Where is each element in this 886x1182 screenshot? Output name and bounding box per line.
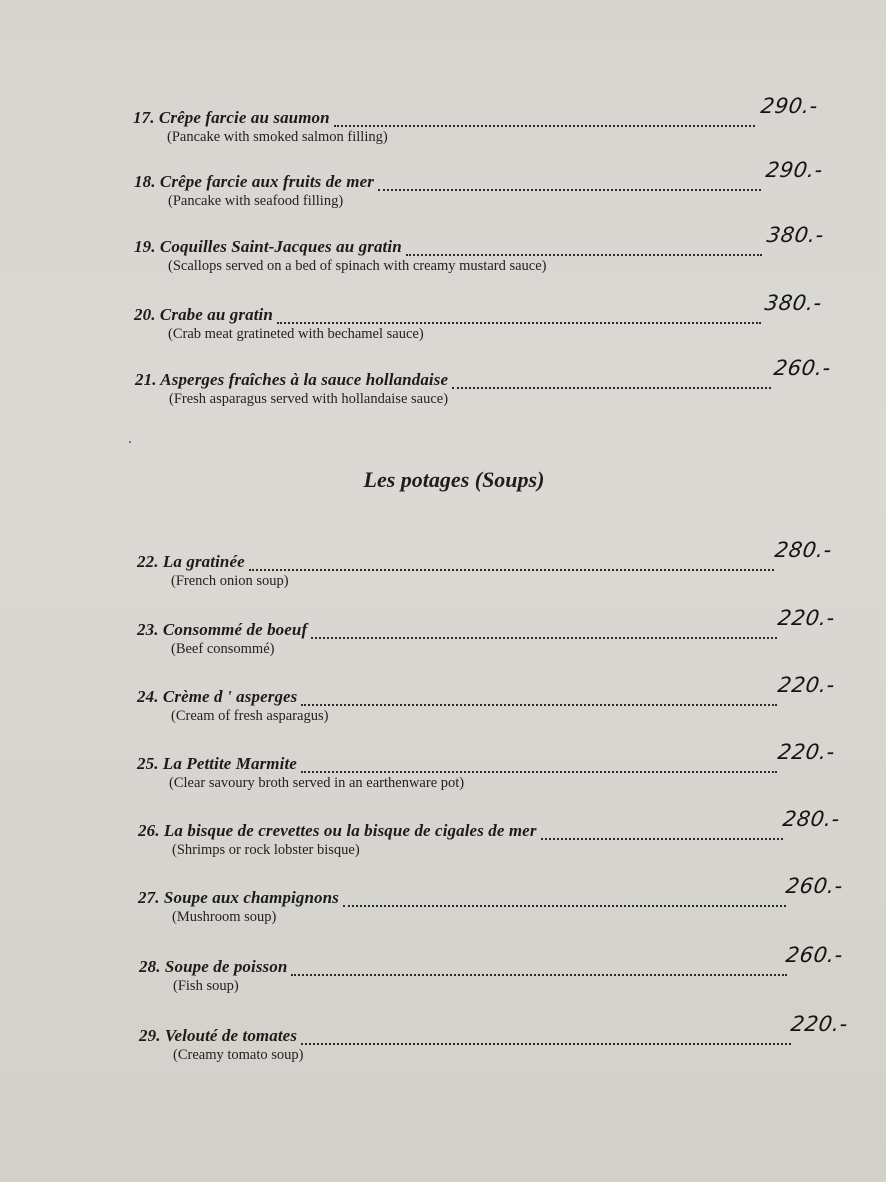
- item-title: 18. Crêpe farcie aux fruits de mer: [134, 172, 374, 191]
- item-price: 290.-: [764, 158, 825, 182]
- paper-speck: [129, 441, 131, 443]
- menu-item: [134, 223, 826, 297]
- item-description: (Pancake with smoked salmon filling): [167, 129, 388, 145]
- item-title: 25. La Pettite Marmite: [137, 754, 297, 773]
- menu-item: [135, 356, 833, 430]
- item-price: 290.-: [759, 94, 820, 118]
- item-price: 220.-: [776, 740, 837, 764]
- menu-item: [139, 943, 845, 1017]
- item-description: (Shrimps or rock lobster bisque): [172, 842, 360, 858]
- dot-leader: [301, 703, 777, 706]
- item-title: 19. Coquilles Saint-Jacques au gratin: [134, 237, 402, 256]
- item-title: 22. La gratinée: [137, 552, 245, 571]
- item-title: 27. Soupe aux champignons: [138, 888, 339, 907]
- item-price: 380.-: [765, 223, 826, 247]
- item-price: 260.-: [784, 943, 845, 967]
- item-title: 28. Soupe de poisson: [139, 957, 288, 976]
- menu-item: [137, 740, 837, 814]
- item-price: 220.-: [776, 606, 837, 630]
- item-description: (Mushroom soup): [172, 909, 277, 925]
- dot-leader: [291, 973, 787, 976]
- menu-item: [137, 673, 837, 747]
- menu-item: [134, 158, 825, 232]
- dot-leader: [277, 321, 761, 324]
- section-heading: Les potages (Soups): [363, 467, 545, 492]
- dot-leader: [301, 1042, 791, 1045]
- item-description: (Scallops served on a bed of spinach with creamy mustard sauce): [168, 258, 547, 274]
- item-description: (Fish soup): [173, 978, 239, 994]
- item-title: 26. La bisque de crevettes ou la bisque de cigales de mer: [138, 821, 537, 840]
- item-title: 23. Consommé de boeuf: [137, 620, 308, 639]
- item-price: 260.-: [784, 874, 845, 898]
- item-description: (Crab meat gratineted with bechamel sauce): [168, 326, 424, 342]
- menu-item: [139, 1012, 850, 1086]
- menu-item: [138, 807, 842, 881]
- dot-leader: [301, 770, 777, 773]
- item-price: 380.-: [763, 291, 824, 315]
- menu-item: [134, 291, 824, 365]
- item-title: 21. Asperges fraîches à la sauce hollandaise: [135, 370, 449, 389]
- dot-leader: [311, 636, 777, 639]
- item-title: 20. Crabe au gratin: [134, 305, 273, 324]
- item-title: 24. Crème d ' asperges: [137, 687, 298, 706]
- item-description: (Beef consommé): [171, 641, 275, 657]
- item-price: 260.-: [772, 356, 833, 380]
- dot-leader: [378, 188, 761, 191]
- item-price: 280.-: [781, 807, 842, 831]
- item-price: 280.-: [773, 538, 834, 562]
- dot-leader: [249, 568, 774, 571]
- item-price: 220.-: [776, 673, 837, 697]
- item-description: (Clear savoury broth served in an earthenware pot): [169, 775, 465, 791]
- menu-item: [137, 538, 834, 612]
- menu-item: [133, 94, 820, 168]
- menu-item: [138, 874, 845, 948]
- item-description: (Cream of fresh asparagus): [171, 708, 329, 724]
- dot-leader: [541, 837, 783, 840]
- dot-leader: [406, 253, 762, 256]
- dot-leader: [334, 124, 755, 127]
- item-description: (French onion soup): [171, 573, 289, 589]
- item-price: 220.-: [789, 1012, 850, 1036]
- item-title: 29. Velouté de tomates: [139, 1026, 298, 1045]
- dot-leader: [452, 386, 771, 389]
- item-description: (Fresh asparagus served with hollandaise sauce): [169, 391, 449, 407]
- item-description: (Pancake with seafood filling): [168, 193, 344, 209]
- dot-leader: [343, 904, 786, 907]
- item-title: 17. Crêpe farcie au saumon: [133, 108, 330, 127]
- item-description: (Creamy tomato soup): [173, 1047, 304, 1063]
- menu-item: [137, 606, 837, 680]
